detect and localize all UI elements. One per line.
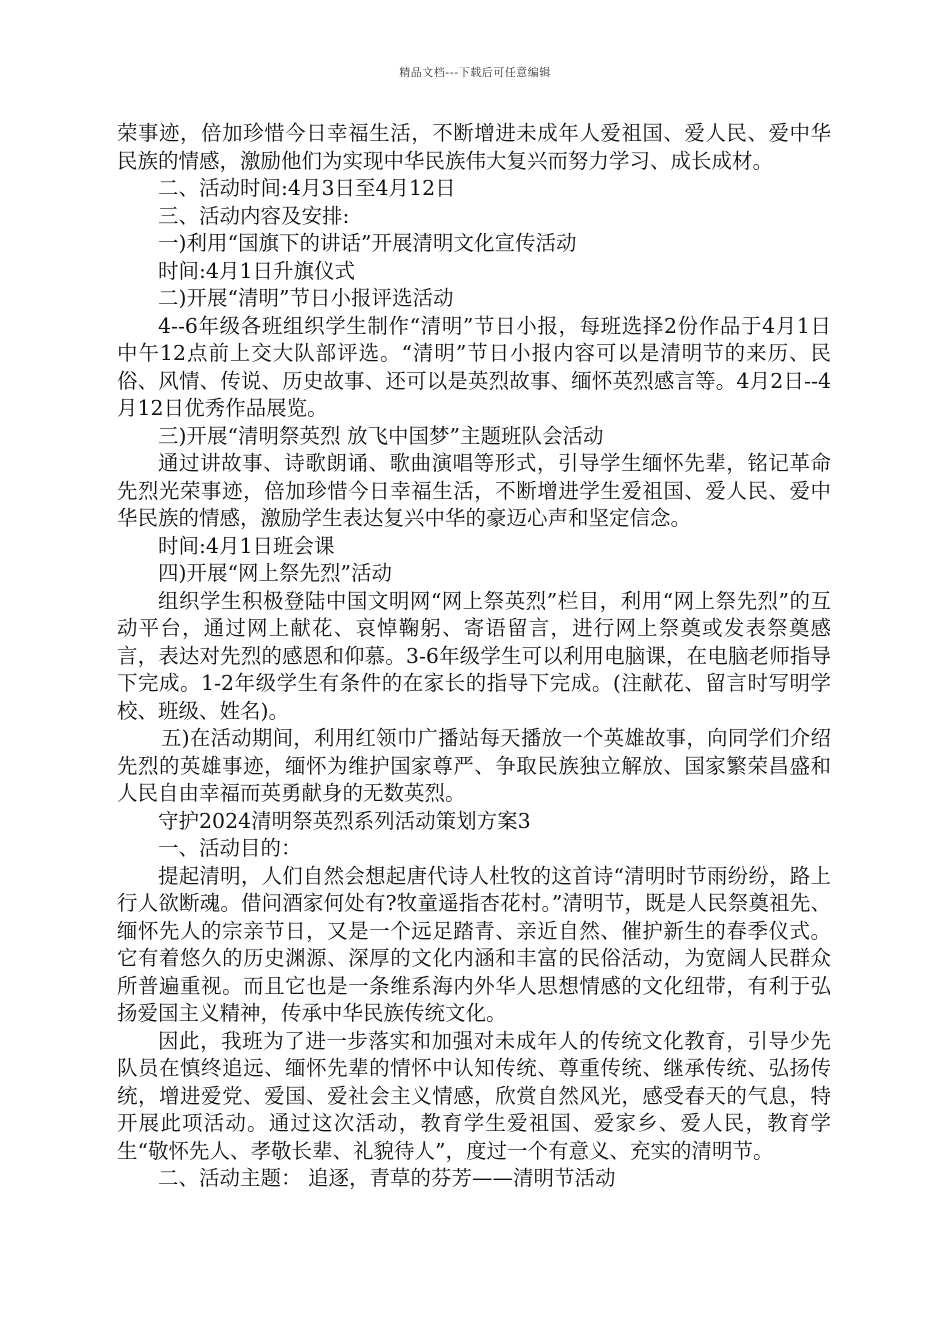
paragraph: 4--6年级各班组织学生制作“清明”节日小报，每班选择2份作品于4月1日中午12点前上交大队部评选。“清明”节日小报内容可以是清明节的来历、民俗、风情、传说、历史故事、还可以是英烈故事、缅怀英烈感言等。4月2日--4月12日优秀作品展览。 [117,313,831,420]
page-header: 精品文档---下载后可任意编辑 [399,66,551,79]
paragraph: 三、活动内容及安排: [158,203,350,228]
paragraph: 三)开展“清明祭英烈 放飞中国梦”主题班队会活动 [158,423,604,448]
paragraph: 通过讲故事、诗歌朗诵、歌曲演唱等形式，引导学生缅怀先辈，铭记革命先烈光荣事迹，倍加珍惜今日幸福生活，不断增进学生爱祖国、爱人民、爱中华民族的情感，激励学生表达复兴中华的豪迈心声和坚定信念。 [117,451,831,530]
paragraph: 荣事迹，倍加珍惜今日幸福生活，不断增进未成年人爱祖国、爱人民、爱中华民族的情感，激励他们为实现中华民族伟大复兴而努力学习、成长成材。 [117,121,831,173]
paragraph: 一、活动目的： [158,836,302,860]
paragraph: 时间:4月1日升旗仪式 [158,258,355,283]
paragraph: 二、活动主题： 追逐，青草的芬芳——清明节活动 [158,1166,616,1190]
paragraph: 二、活动时间:4月3日至4月12日 [158,176,456,200]
paragraph: 组织学生积极登陆中国文明网“网上祭英烈”栏目，利用“网上祭先烈”的互动平台，通过网上献花、哀悼鞠躬、寄语留言，进行网上祭奠或发表祭奠感言，表达对先烈的感恩和仰慕。3-6年级学生可以利用电脑课，在电脑老师指导下完成。1-2年级学生有条件的在家长的指导下完成。(注献花、留言时写明学校、班级、姓名)。 [117,588,831,723]
paragraph: 守护2024清明祭英烈系列活动策划方案3 [158,808,531,833]
paragraph: 因此，我班为了进一步落实和加强对未成年人的传统文化教育，引导少先队员在慎终追远、缅怀先辈的情怀中认知传统、尊重传统、继承传统、弘扬传统，增进爱党、爱国、爱社会主义情感，欣赏自然风光，感受春天的气息，特开展此项活动。通过这次活动，教育学生爱祖国、爱家乡、爱人民，教育学生“敬怀先人、孝敬长辈、礼貌待人”，度过一个有意义、充实的清明节。 [117,1028,831,1163]
paragraph: 时间:4月1日班会课 [158,533,335,558]
paragraph: 五)在活动期间，利用红领巾广播站每天播放一个英雄故事，向同学们介绍先烈的英雄事迹，缅怀为维护国家尊严、争取民族独立解放、国家繁荣昌盛和人民自由幸福而英勇献身的无数英烈。 [117,726,831,805]
paragraph: 提起清明，人们自然会想起唐代诗人杜牧的这首诗“清明时节雨纷纷，路上行人欲断魂。借问酒家何处有?牧童遥指杏花村。”清明节，既是人民祭奠祖先、缅怀先人的宗亲节日，又是一个远足踏青、亲近自然、催护新生的春季仪式。它有着悠久的历史渊源、深厚的文化内涵和丰富的民俗活动，为宽阔人民群众所普遍重视。而且它也是一条维系海内外华人思想情感的文化纽带，有利于弘扬爱国主义精神，传承中华民族传统文化。 [117,863,831,1025]
document-body [117,120,831,1193]
paragraph: 二)开展“清明”节日小报评选活动 [158,286,454,310]
paragraph: 一)利用“国旗下的讲话”开展清明文化宣传活动 [158,231,577,255]
paragraph: 四)开展“网上祭先烈”活动 [158,561,392,585]
